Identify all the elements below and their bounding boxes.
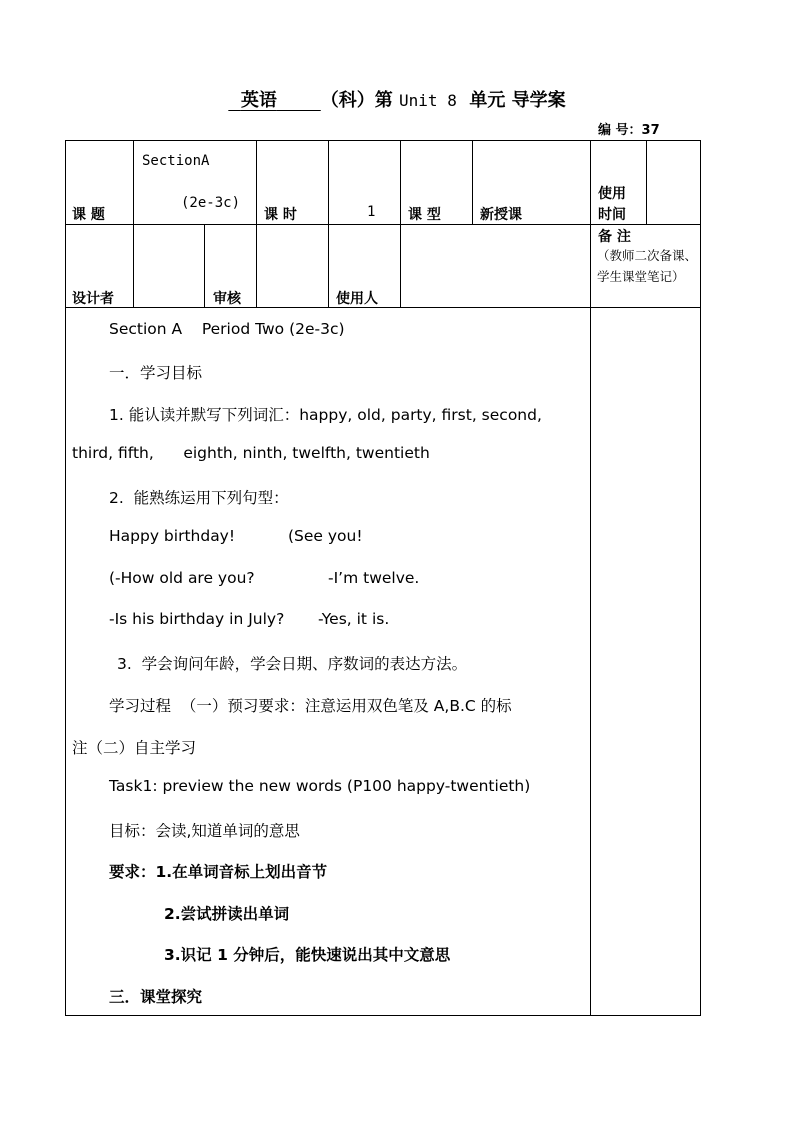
- goal-text: 目标：会读,知道单词的意思: [109, 822, 300, 840]
- section-heading: Section A Period Two (2e-3c): [109, 320, 345, 338]
- sentence-3b: -Yes, it is.: [318, 610, 390, 628]
- use-time-label-line2: 时间: [598, 207, 626, 223]
- sentence-2b: -I’m twelve.: [328, 569, 420, 587]
- table-col-divider: [133, 140, 134, 224]
- user-label: 使用人: [336, 291, 378, 307]
- topic-label: 课 题: [72, 207, 105, 223]
- table-col-divider: [256, 140, 257, 224]
- table-border-top: [65, 140, 701, 141]
- remarks-title: 备 注: [598, 229, 631, 245]
- table-col-divider: [646, 140, 647, 224]
- process-line1: 学习过程 （一）预习要求：注意运用双色笔及 A,B.C 的标: [109, 697, 512, 715]
- objectives-title: 一．学习目标: [109, 364, 203, 382]
- type-value: 新授课: [480, 207, 522, 223]
- sentence-1b: (See you!: [288, 527, 363, 545]
- table-row-divider-2: [65, 307, 701, 308]
- table-notes-divider: [590, 140, 591, 1016]
- objective-1-line1: 1. 能认读并默写下列词汇：happy, old, party, first, second,: [109, 406, 542, 424]
- table-border-bottom: [65, 1015, 701, 1016]
- type-label: 课 型: [408, 207, 441, 223]
- sentence-3a: -Is his birthday in July?: [109, 610, 285, 628]
- table-col-divider: [204, 224, 205, 307]
- section-3-title: 三．课堂探究: [109, 988, 203, 1006]
- designer-label: 设计者: [72, 291, 114, 307]
- sentence-1a: Happy birthday!: [109, 527, 236, 545]
- table-col-divider: [472, 140, 473, 224]
- task-1: Task1: preview the new words (P100 happy-twentieth): [109, 777, 531, 795]
- unit-word: 单元: [469, 90, 506, 111]
- period-value: 1: [367, 204, 376, 220]
- use-time-label-line1: 使用: [598, 186, 626, 202]
- objective-2: 2. 能熟练运用下列句型：: [109, 489, 289, 507]
- sentence-2a: (-How old are you?: [109, 569, 255, 587]
- table-border-left: [65, 140, 66, 1016]
- reviewer-label: 审核: [213, 291, 241, 307]
- objective-3: 3. 学会询问年龄，学会日期、序数词的表达方法。: [117, 655, 468, 673]
- requirement-1: 要求：1.在单词音标上划出音节: [109, 863, 328, 881]
- topic-value-line2: (2e-3c): [181, 195, 241, 211]
- requirement-3: 3.识记 1 分钟后，能快速说出其中文意思: [164, 946, 451, 964]
- period-label: 课 时: [264, 207, 297, 223]
- topic-value-line1: SectionA: [142, 153, 210, 169]
- title-middle: （科）第: [320, 90, 393, 111]
- table-col-divider: [328, 224, 329, 307]
- process-line2: 注（二）自主学习: [72, 739, 197, 757]
- document-number: 编 号：37: [598, 123, 660, 138]
- unit-label: Unit 8: [399, 91, 457, 110]
- table-col-divider: [256, 224, 257, 307]
- table-col-divider: [400, 224, 401, 307]
- table-row-divider-1: [65, 224, 701, 225]
- table-col-divider: [328, 140, 329, 224]
- subject-blank: [228, 90, 320, 111]
- objective-1-line2: third, fifth, eighth, ninth, twelfth, twentieth: [72, 444, 430, 462]
- table-col-divider: [133, 224, 134, 307]
- subject-text: 英语: [240, 90, 277, 111]
- table-col-divider: [400, 140, 401, 224]
- doc-type: 导学案: [511, 90, 566, 111]
- remarks-note: （教师二次备课、学生课堂笔记）: [597, 248, 698, 284]
- document-title: [0, 86, 794, 112]
- requirement-2: 2.尝试拼读出单词: [164, 905, 290, 923]
